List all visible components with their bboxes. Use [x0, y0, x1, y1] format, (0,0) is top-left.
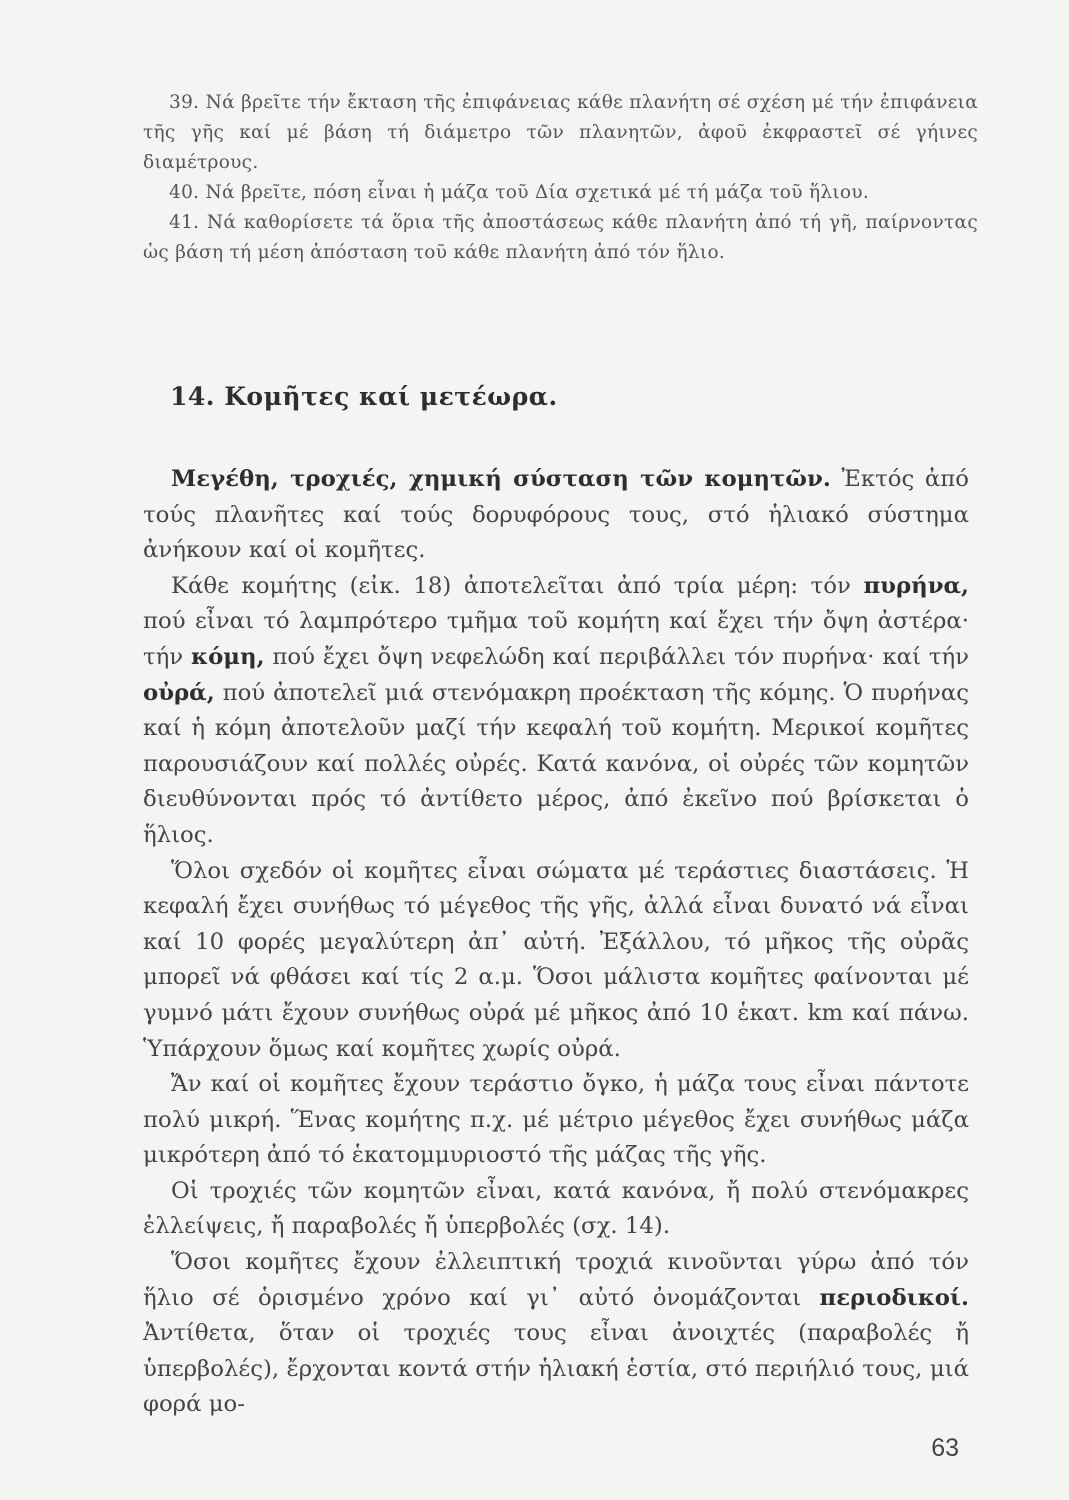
exercise-39: 39. Νά βρεῖτε τήν ἔκταση τῆς ἐπιφάνειας κάθε πλανήτη σέ σχέση μέ τήν ἐπιφάνεια τῆς γῆς καί μέ βάση τή διάμετρο τῶν πλανητῶν, ἀφοῦ ἐκφραστεῖ σέ γήινες διαμέτρους.	[143, 92, 978, 173]
paragraph-text: Κάθε κομήτης (εἰκ. 18) ἀποτελεῖται ἀπό τρία μέρη: τόν	[171, 572, 864, 599]
paragraph-comet-sizes	[143, 462, 969, 569]
chapter-body	[143, 462, 969, 1423]
paragraph-text: πού ἔχει ὄψη νεφελώδη καί περιβάλλει τόν πυρήνα· καί τήν	[264, 643, 969, 670]
paragraph-text: πού ἀποτελεῖ μιά στενόμακρη προέκταση τῆς κόμης. Ὁ πυρήνας καί ἡ κόμη ἀποτελοῦν μαζί τήν κεφαλή τοῦ κομήτη. Μερικοί κομῆτες παρουσιάζουν καί πολλές οὐρές. Κατά κανόνα, οἱ οὐρές τῶν κομητῶν διευθύνονται πρός τό ἀντίθετο μέρος, ἀπό ἐκεῖνο πού βρίσκεται ὁ ἥλιος.	[143, 679, 969, 848]
exercise-40: 40. Νά βρεῖτε, πόση εἶναι ἡ μάζα τοῦ Δία σχετικά μέ τή μάζα τοῦ ἥλιου.	[169, 182, 870, 203]
paragraph-dimensions: Ὅλοι σχεδόν οἱ κομῆτες εἶναι σώματα μέ τεράστιες διαστάσεις. Ἡ κεφαλή ἔχει συνήθως τό μέγεθος τῆς γῆς, ἀλλά εἶναι δυνατό νά εἶναι καί 10 φορές μεγαλύτερη ἀπ᾽ αὐτή. Ἐξάλλου, τό μῆκος τῆς οὐρᾶς μπορεῖ νά φθάσει καί τίς 2 α.μ. Ὅσοι μάλιστα κομῆτες φαίνονται μέ γυμνό μάτι ἔχουν συνήθως οὐρά μέ μῆκος ἀπό 10 ἑκατ. km καί πάνω. Ὑπάρχουν ὅμως καί κομῆτες χωρίς οὐρά.	[143, 857, 969, 1062]
term-periodic: περιοδικοί.	[819, 1284, 969, 1311]
paragraph-text: Ὅσοι κομῆτες ἔχουν ἐλλειπτική τροχιά κινοῦνται γύρω ἀπό τόν ἥλιο σέ ὁρισμένο χρόνο καί γι᾽ αὐτό ὀνομάζονται	[143, 1249, 969, 1311]
exercise-list	[143, 88, 978, 268]
chapter-title: 14. Κομῆτες καί μετέωρα.	[170, 382, 558, 411]
paragraph-text: πού εἶναι τό λαμπρότερο τμῆμα τοῦ κομήτη καί ἔχει τήν ὄψη ἀστέρα· τήν	[143, 608, 969, 670]
paragraph-periodic	[143, 1245, 969, 1423]
term-nucleus: πυρήνα,	[863, 572, 969, 599]
paragraph-mass: Ἄν καί οἱ κομῆτες ἔχουν τεράστιο ὄγκο, ἡ μάζα τους εἶναι πάντοτε πολύ μικρή. Ἕνας κομήτης π.χ. μέ μέτριο μέγεθος ἔχει συνήθως μάζα μικρότερη ἀπό τό ἑκατομμυριοστό τῆς μάζας τῆς γῆς.	[143, 1071, 969, 1169]
paragraph-orbits: Οἱ τροχιές τῶν κομητῶν εἶναι, κατά κανόνα, ἤ πολύ στενόμακρες ἐλλείψεις, ἤ παραβολές ἤ ὑπερβολές (σχ. 14).	[143, 1177, 969, 1240]
section-heading: Μεγέθη, τροχιές, χημική σύσταση τῶν κομητῶν.	[171, 466, 831, 492]
term-coma: κόμη,	[191, 643, 265, 670]
exercise-41: 41. Νά καθορίσετε τά ὅρια τῆς ἀποστάσεως κάθε πλανήτη ἀπό τή γῆ, παίρνοντας ὡς βάση τή μέση ἀπόσταση τοῦ κάθε πλανήτη ἀπό τόν ἥλιο.	[143, 212, 978, 263]
paragraph-text: Ἀντίθετα, ὅταν οἱ τροχιές τους εἶναι ἀνοιχτές (παραβολές ἤ ὑπερβολές), ἔρχονται κοντά στήν ἡλιακή ἑστία, στό περιήλιό τους, μιά φορά μο-	[143, 1320, 969, 1418]
term-tail: οὐρά,	[143, 679, 215, 706]
page-number: 63	[931, 1434, 959, 1462]
paragraph-text: Ἐκτός ἀπό τούς πλανῆτες καί τούς δορυφόρους τους, στό ἡλιακό σύστημα ἀνήκουν καί οἱ κομῆτες.	[143, 466, 969, 564]
paragraph-comet-parts	[143, 569, 969, 854]
